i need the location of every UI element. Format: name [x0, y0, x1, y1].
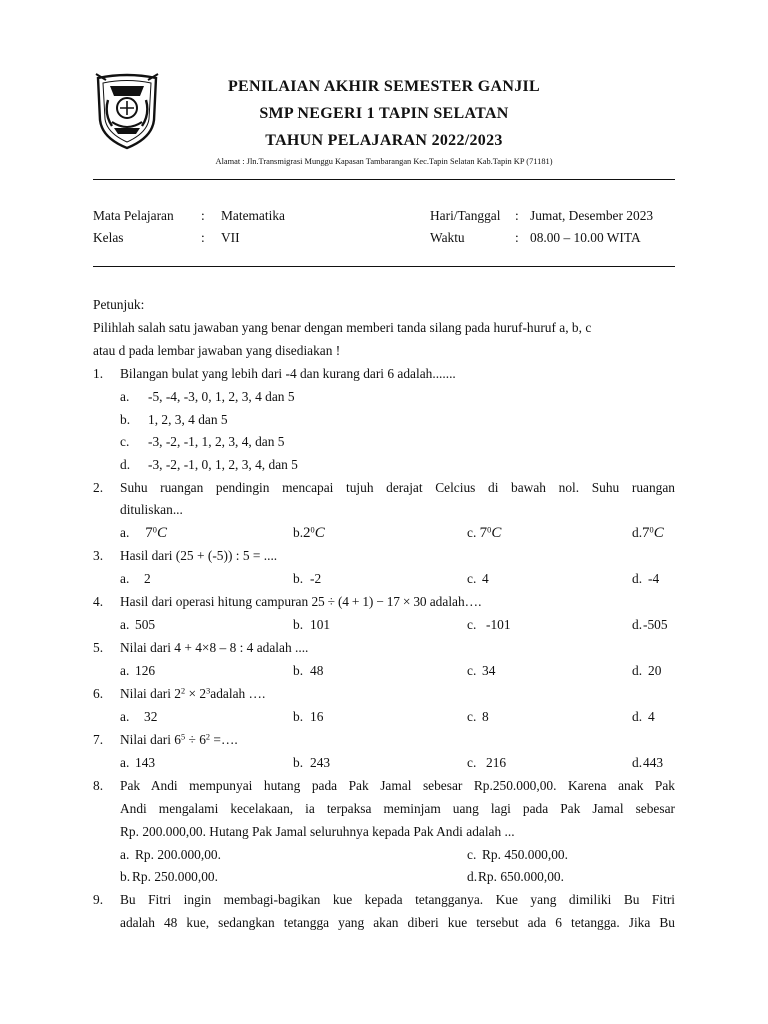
option-a: a. $7^0C$: [120, 525, 167, 541]
option-text: -101: [486, 617, 511, 632]
question-text: adalah 48 kue, sedangkan tetangga yang akan diberi kue tersebut ada 6 tetangga. Jika Bu: [120, 915, 675, 930]
option-letter: d.: [632, 663, 643, 678]
math-expression: 25 ÷ (4 + 1) − 17 × 30: [311, 594, 427, 609]
option-text: 48: [310, 663, 324, 678]
option-letter: a.: [120, 755, 130, 770]
header-divider: [93, 179, 675, 180]
school-address: Alamat : Jln.Transmigrasi Munggu Kapasan Tambarangan Kec.Tapin Selatan Kab.Tapin KP (71181): [215, 157, 553, 166]
exam-title: PENILAIAN AKHIR SEMESTER GANJIL: [227, 78, 541, 95]
question-number: 8.: [93, 778, 104, 793]
subject-label: Mata Pelajaran: [93, 208, 174, 223]
option-letter: d.: [632, 525, 643, 540]
academic-year: TAHUN PELAJARAN 2022/2023: [265, 132, 503, 149]
option-letter: d.: [632, 617, 643, 632]
option-letter: c.: [467, 571, 477, 586]
date-value: Jumat, Desember 2023: [530, 208, 654, 223]
option-letter: c.: [120, 434, 130, 449]
option-text: -505: [643, 617, 668, 632]
option-letter: b.: [293, 709, 304, 724]
option-letter: b.: [293, 663, 304, 678]
option-letter: b.: [293, 755, 304, 770]
option-text: 143: [135, 755, 156, 770]
option-text: Rp. 450.000,00.: [482, 847, 568, 862]
option-letter: a.: [120, 847, 130, 862]
option-letter: c.: [467, 847, 477, 862]
option-letter: a.: [120, 389, 130, 404]
option-text: -3, -2, -1, 1, 2, 3, 4, dan 5: [148, 434, 285, 449]
option-letter: b.: [120, 412, 131, 427]
subject-colon: :: [201, 208, 205, 223]
option-letter: a.: [120, 663, 130, 678]
time-colon: :: [515, 230, 519, 245]
option-text: 4: [648, 709, 655, 724]
question-text: Andi mengalami kecelakaan, ia terpaksa meminjam uang lagi pada Pak Jamal sebesar: [120, 801, 675, 816]
option-text: -5, -4, -3, 0, 1, 2, 3, 4 dan 5: [148, 389, 295, 404]
option-text: Rp. 200.000,00.: [135, 847, 221, 862]
time-value: 08.00 – 10.00 WITA: [530, 230, 641, 245]
option-letter: d.: [467, 869, 478, 884]
option-letter: d.: [632, 709, 643, 724]
option-text: Rp. 250.000,00.: [132, 869, 218, 884]
option-text: 2: [144, 571, 151, 586]
option-letter: c.: [467, 709, 477, 724]
question-number: 6.: [93, 686, 104, 701]
option-letter: c.: [467, 663, 477, 678]
option-text: 16: [310, 709, 324, 724]
option-text: 126: [135, 663, 156, 678]
question-text: Nilai dari $6^5 \div 6^2$ =….: [120, 732, 238, 747]
option-text: -3, -2, -1, 0, 1, 2, 3, 4, dan 5: [148, 457, 298, 472]
question-number: 1.: [93, 366, 104, 381]
option-letter: a.: [120, 617, 130, 632]
option-text: 20: [648, 663, 662, 678]
question-number: 4.: [93, 594, 104, 609]
option-text: 443: [643, 755, 664, 770]
option-letter: d.: [632, 571, 643, 586]
question-number: 3.: [93, 548, 104, 563]
option-letter: b.: [293, 617, 304, 632]
option-b: $b.2^0C$: [293, 525, 325, 541]
question-text: Rp. 200.000,00. Hutang Pak Jamal seluruhnya kepada Pak Andi adalah ...: [120, 824, 515, 839]
option-text: 32: [144, 709, 158, 724]
time-label: Waktu: [430, 230, 465, 245]
option-text: 34: [482, 663, 496, 678]
option-letter: b.: [293, 571, 304, 586]
option-text: 216: [486, 755, 507, 770]
option-letter: a.: [120, 571, 130, 586]
school-name: SMP NEGERI 1 TAPIN SELATAN: [259, 105, 509, 122]
class-value: VII: [221, 230, 240, 245]
option-letter: b.: [120, 869, 131, 884]
question-text: Hasil dari (25 + (-5)) : 5 = ....: [120, 548, 278, 563]
math-expression: $2^2 \times 2^3$: [174, 686, 211, 701]
date-label: Hari/Tanggal: [430, 208, 501, 223]
instructions-line: atau d pada lembar jawaban yang disediakan !: [93, 343, 341, 358]
option-letter: d.: [120, 457, 131, 472]
question-text: Bu Fitri ingin membagi-bagikan kue kepada tetangganya. Kue yang dimiliki Bu Fitri: [120, 892, 675, 907]
question-text: Pak Andi mempunyai hutang pada Pak Jamal sebesar Rp.250.000,00. Karena anak Pak: [120, 778, 675, 793]
option-letter: b.: [293, 525, 304, 540]
option-text: 1, 2, 3, 4 dan 5: [148, 412, 228, 427]
option-letter: a.: [120, 525, 130, 540]
class-colon: :: [201, 230, 205, 245]
instructions-line: Pilihlah salah satu jawaban yang benar dengan memberi tanda silang pada huruf-huruf a, b, c: [93, 320, 592, 335]
option-d: $d.7^0C$: [632, 525, 664, 541]
option-text: -2: [310, 571, 322, 586]
option-letter: c.: [467, 617, 477, 632]
subject-value: Matematika: [221, 208, 285, 223]
instructions-heading: Petunjuk:: [93, 297, 145, 312]
option-text: 101: [310, 617, 331, 632]
math-expression: $6^5 \div 6^2$: [174, 732, 211, 747]
question-text: Suhu ruangan pendingin mencapai tujuh derajat Celcius di bawah nol. Suhu ruangan: [120, 480, 675, 495]
question-text: Nilai dari 4 + 4×8 – 8 : 4 adalah ....: [120, 640, 309, 655]
option-letter: d.: [632, 755, 643, 770]
question-text: Nilai dari $2^2$ × $2^3adalah$ ….: [120, 686, 266, 701]
option-c: c. $7^0C$: [467, 525, 502, 541]
option-text: 8: [482, 709, 489, 724]
info-divider: [93, 266, 675, 267]
question-number: 5.: [93, 640, 104, 655]
option-text: Rp. 650.000,00.: [478, 869, 564, 884]
date-colon: :: [515, 208, 519, 223]
question-text: Bilangan bulat yang lebih dari -4 dan kurang dari 6 adalah.......: [120, 366, 456, 381]
option-letter: a.: [120, 709, 130, 724]
class-label: Kelas: [93, 230, 124, 245]
option-text: 4: [482, 571, 489, 586]
option-text: 243: [310, 755, 331, 770]
question-number: 2.: [93, 480, 104, 495]
option-letter: c.: [467, 755, 477, 770]
option-text: -4: [648, 571, 660, 586]
question-number: 9.: [93, 892, 104, 907]
question-number: 7.: [93, 732, 104, 747]
option-text: 505: [135, 617, 156, 632]
question-text: Hasil dari operasi hitung campuran 25 ÷ (4 + 1) − 17 × 30 adalah….: [120, 594, 482, 609]
option-letter: c.: [467, 525, 477, 540]
question-text: dituliskan...: [120, 502, 183, 517]
